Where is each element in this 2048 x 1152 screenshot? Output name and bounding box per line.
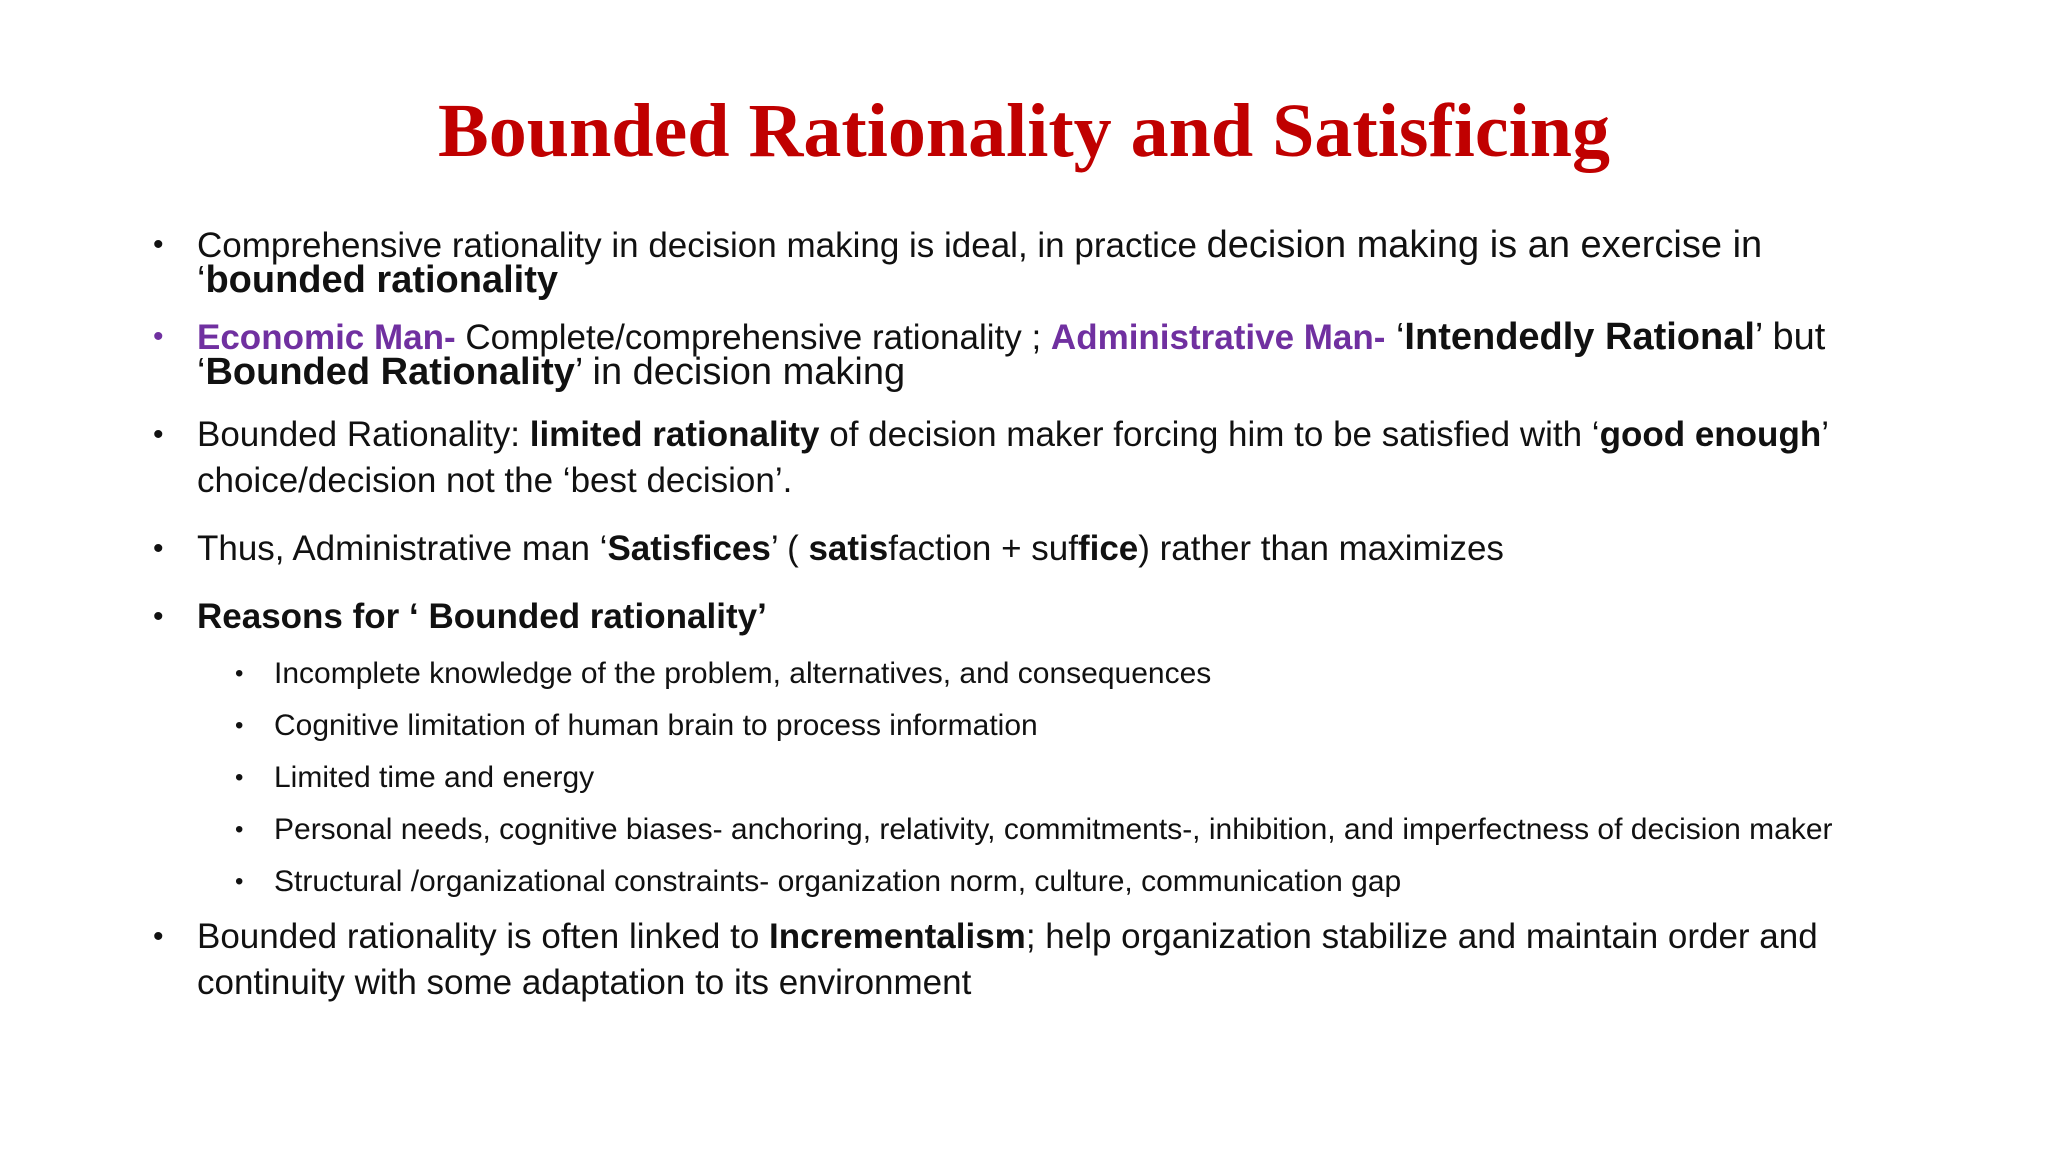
- bold-term: fice: [1077, 529, 1139, 568]
- sub-bullet-item: [150, 810, 1870, 850]
- sub-bullet-item: [150, 654, 1870, 694]
- sub-bullet-item: [150, 758, 1870, 798]
- sub-bullet-item: [150, 706, 1870, 746]
- bullet-text-large: decision making is an exercise in: [1206, 224, 1763, 266]
- bold-term: bounded rationality: [205, 259, 559, 301]
- bullet-text: faction + suf: [888, 529, 1078, 568]
- bold-term: Incrementalism: [769, 917, 1026, 956]
- bullet-dot: •: [153, 320, 164, 353]
- bullet-satisfices: [150, 526, 1870, 572]
- bullet-comprehensive-rationality: [150, 224, 1870, 301]
- bold-term: Satisfices: [607, 529, 771, 568]
- sub-bullet-text: Incomplete knowledge of the problem, alternatives, and consequences: [274, 657, 1212, 690]
- bullet-text: ‘: [1385, 316, 1405, 358]
- bullet-text: Complete/comprehensive rationality ;: [455, 318, 1051, 357]
- purple-term: Economic Man-: [197, 318, 456, 357]
- bullet-text: ’ (: [770, 529, 809, 568]
- bullet-dot: •: [153, 600, 164, 633]
- bullet-text: Comprehensive rationality in decision making is ideal, in practice: [197, 226, 1207, 265]
- quote-mark: ‘: [197, 259, 206, 301]
- sub-bullet-dot: •: [235, 660, 244, 687]
- bullet-dot: •: [153, 532, 164, 565]
- bullet-dot: •: [153, 418, 164, 451]
- bullet-text: ’ choice/decision not the ‘best decision’.: [197, 415, 1828, 500]
- bullet-dot: •: [153, 228, 164, 261]
- bold-term: good enough: [1599, 415, 1822, 454]
- sub-bullet-text: Structural /organizational constraints- organization norm, culture, communication gap: [274, 865, 1402, 898]
- bullet-text: of decision maker forcing him to be satisfied with ‘: [819, 415, 1600, 454]
- reasons-sublist: [150, 654, 1870, 902]
- bullet-economic-vs-administrative-man: [150, 316, 1870, 393]
- bullet-incrementalism: [150, 914, 1870, 1006]
- bold-term: satis: [808, 529, 889, 568]
- bullet-text: ) rather than maximizes: [1138, 529, 1504, 568]
- sub-bullet-dot: •: [235, 712, 244, 739]
- bullet-text: Bounded rationality is often linked to: [197, 917, 770, 956]
- sub-bullet-dot: •: [235, 764, 244, 791]
- bullet-text: Thus, Administrative man ‘: [197, 529, 608, 568]
- sub-bullet-text: Limited time and energy: [274, 761, 595, 794]
- bullet-reasons-heading: [150, 594, 1870, 640]
- sub-bullet-dot: •: [235, 816, 244, 843]
- bold-term: Intendedly Rational: [1404, 316, 1755, 358]
- bullet-text: ; help organization stabilize and maintain order and continuity with some adaptation to its environment: [197, 917, 1818, 1002]
- slide-title: Bounded Rationality and Satisficing: [438, 89, 1610, 173]
- bullet-text: ‘: [197, 351, 206, 393]
- sub-bullet-item: [150, 862, 1870, 902]
- purple-term: Administrative Man-: [1050, 318, 1386, 357]
- bullet-text: ’ in decision making: [574, 351, 906, 393]
- bold-term: Bounded Rationality: [205, 351, 575, 393]
- bullet-text: ’ but: [1754, 316, 1826, 358]
- bullet-bounded-rationality-definition: [150, 412, 1870, 504]
- sub-bullet-text: Cognitive limitation of human brain to process information: [274, 709, 1038, 742]
- sub-bullet-dot: •: [235, 868, 244, 895]
- bullet-dot: •: [153, 920, 164, 953]
- bullet-list: [150, 224, 1870, 1028]
- bold-term: limited rationality: [529, 415, 820, 454]
- bold-heading: Reasons for ‘ Bounded rationality’: [197, 597, 767, 636]
- sub-bullet-text: Personal needs, cognitive biases- anchoring, relativity, commitments-, inhibition, and imperfectness of decision maker: [274, 813, 1833, 846]
- bullet-text: Bounded Rationality:: [197, 415, 530, 454]
